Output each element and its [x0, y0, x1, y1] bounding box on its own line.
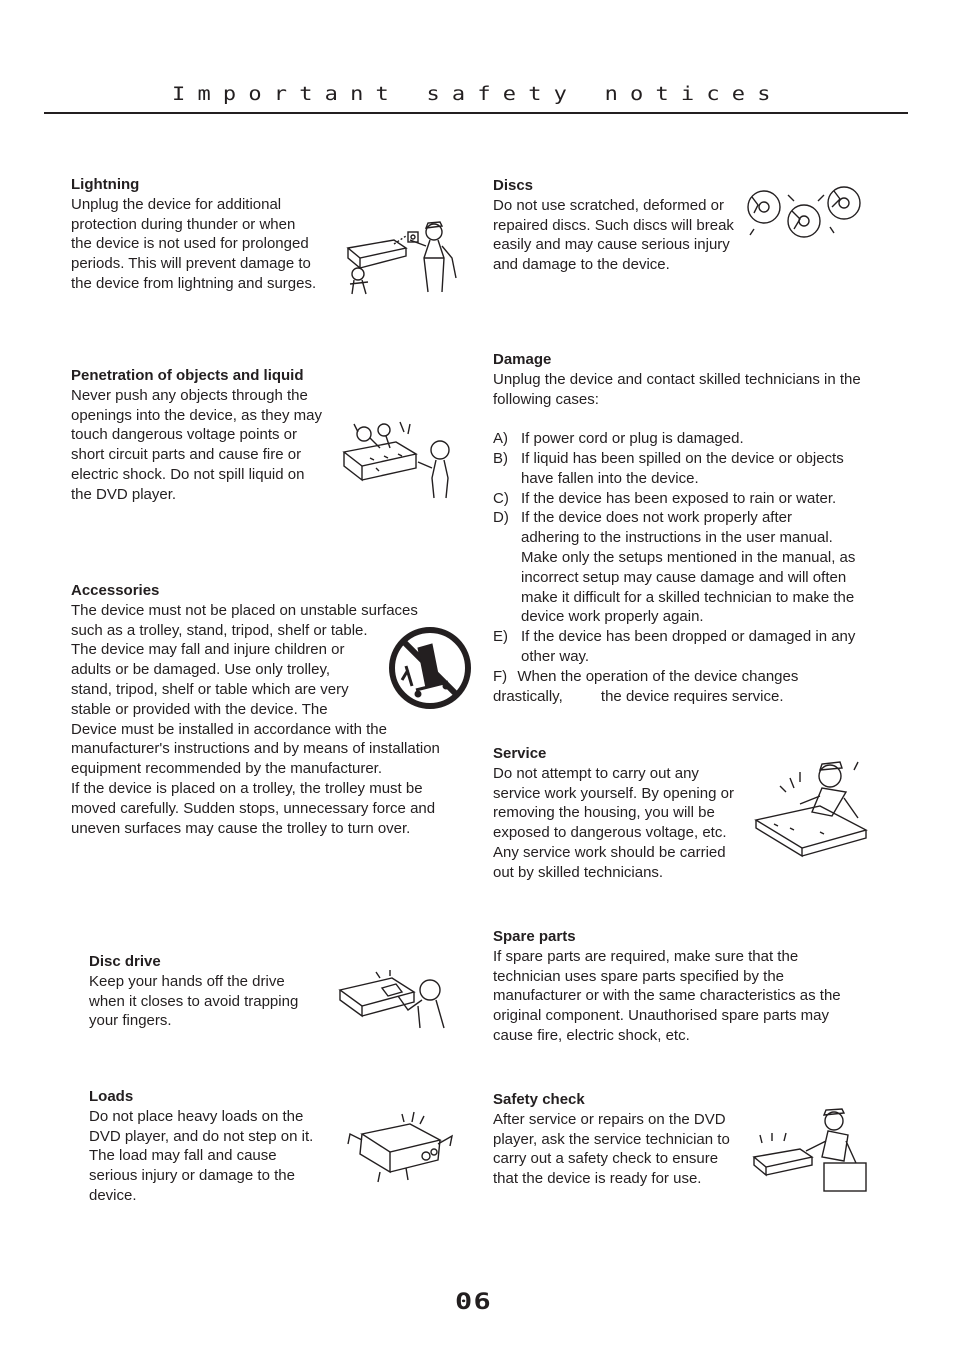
damage-item-text: If the device has been dropped or damaged in any other way.: [521, 628, 856, 665]
damage-item: [493, 489, 893, 509]
damage-item-text: If liquid has been spilled on the device or objects have fallen into the device.: [521, 449, 844, 487]
damage-section: [493, 350, 893, 706]
damage-item-text: If power cord or plug is damaged.: [521, 430, 744, 448]
finger-trap-illustration: [336, 966, 458, 1032]
damage-item-f-text: When the operation of the device changes: [517, 667, 799, 685]
page-number: 06: [455, 1290, 493, 1315]
safety-check-section: [493, 1090, 758, 1189]
damage-item-f-cont-b: the device requires service.: [600, 687, 784, 705]
safety-check-heading: Safety check: [493, 1091, 585, 1108]
heavy-load-illustration: [344, 1110, 456, 1186]
discs-body: Do not use scratched, deformed or repaired discs. Such discs will break easily and may cause serious injury and damage to the device.: [493, 196, 734, 274]
spare-parts-heading: Spare parts: [493, 928, 576, 945]
damage-item-letter: D): [493, 509, 509, 527]
penetration-body: Never push any objects through the openings into the device, as they may touch dangerous voltage points or short circuit parts and cause fire or electric shock. Do not spill liquid on the DVD player.: [71, 386, 322, 503]
penetration-section: [71, 366, 351, 505]
loads-section: [89, 1087, 339, 1206]
damage-item: [493, 627, 893, 667]
loads-heading: Loads: [89, 1088, 134, 1105]
service-section: [493, 744, 758, 883]
technician-repair-illustration: [750, 758, 868, 858]
disc-drive-section: [89, 952, 334, 1031]
damage-heading: Damage: [493, 351, 552, 368]
service-body: Do not attempt to carry out any service work yourself. By opening or removing the housing, you will be exposed to dangerous voltage, etc. Any service work should be carried out by skilled technicians.: [493, 764, 734, 881]
damage-item-letter: A): [493, 430, 508, 448]
broken-discs-illustration: [744, 183, 866, 247]
lightning-section: [71, 175, 341, 294]
damage-item: [493, 429, 893, 449]
spare-parts-body: If spare parts are required, make sure that the technician uses spare parts specified by the manufacturer or with the same characteristics as the original component. Unauthorised spare parts may cause fire, electric shock, etc.: [493, 947, 841, 1044]
damage-item-f-letter: F): [493, 667, 508, 685]
damage-item-text: If the device has been exposed to rain or water.: [521, 489, 837, 507]
discs-section: [493, 176, 758, 275]
lightning-heading: Lightning: [71, 176, 140, 193]
no-trolley-icon: [388, 626, 472, 710]
damage-item-text: If the device does not work properly after adhering to the instructions in the user manual. Make only the setups mentioned in the manual, as incorrect setup may cause damage and will often make it difficult for a skilled technician to make the device work properly again.: [521, 509, 856, 626]
penetration-heading: Penetration of objects and liquid: [71, 367, 304, 384]
unplug-device-illustration: [344, 218, 462, 296]
spare-parts-section: [493, 927, 893, 1046]
loads-body: Do not place heavy loads on the DVD player, and do not step on it. The load may fall and cause serious injury or damage to the device.: [89, 1107, 314, 1204]
damage-spacer: [493, 409, 893, 429]
damage-item-letter: C): [493, 489, 509, 507]
damage-item-letter: E): [493, 628, 508, 646]
safety-check-illustration: [752, 1107, 870, 1195]
safety-check-body: After service or repairs on the DVD player, ask the service technician to carry out a safety check to ensure that the device is ready for use.: [493, 1110, 730, 1188]
disc-drive-heading: Disc drive: [89, 953, 161, 970]
page-title-text: Important safety notices: [172, 84, 783, 106]
damage-item: [493, 449, 893, 489]
damage-item-f: [493, 667, 893, 687]
discs-heading: Discs: [493, 177, 534, 194]
damage-item-f-continuation: [493, 687, 893, 707]
page-title: [44, 82, 908, 114]
objects-into-device-illustration: [340, 418, 462, 502]
damage-list: [493, 429, 893, 667]
damage-item-letter: B): [493, 449, 508, 467]
accessories-heading: Accessories: [71, 582, 160, 599]
damage-item: [493, 508, 893, 627]
service-heading: Service: [493, 745, 547, 762]
disc-drive-body: Keep your hands off the drive when it closes to avoid trapping your fingers.: [89, 972, 299, 1030]
lightning-body: Unplug the device for additional protection during thunder or when the device is not used for prolonged periods. This will prevent damage to the device from lightning and surges.: [71, 195, 317, 292]
damage-intro: Unplug the device and contact skilled technicians in the following cases:: [493, 370, 861, 408]
damage-item-f-cont-a: drastically,: [493, 687, 563, 705]
accessories-body: The device must not be placed on unstable surfaces such as a trolley, stand, tripod, shelf or table. The device may fall and injure children or adults or be damaged. Use only trolley, stand, tripod, shelf or table which are very stable or provided with the device. The Device must be installed in accordance with the manufacturer's instructions and by means of installation equipment recommended by the manufacturer. If the device is placed on a trolley, the trolley must be moved carefully. Sudden stops, unnecessary force and uneven surfaces may cause the trolley to turn over.: [71, 601, 440, 837]
